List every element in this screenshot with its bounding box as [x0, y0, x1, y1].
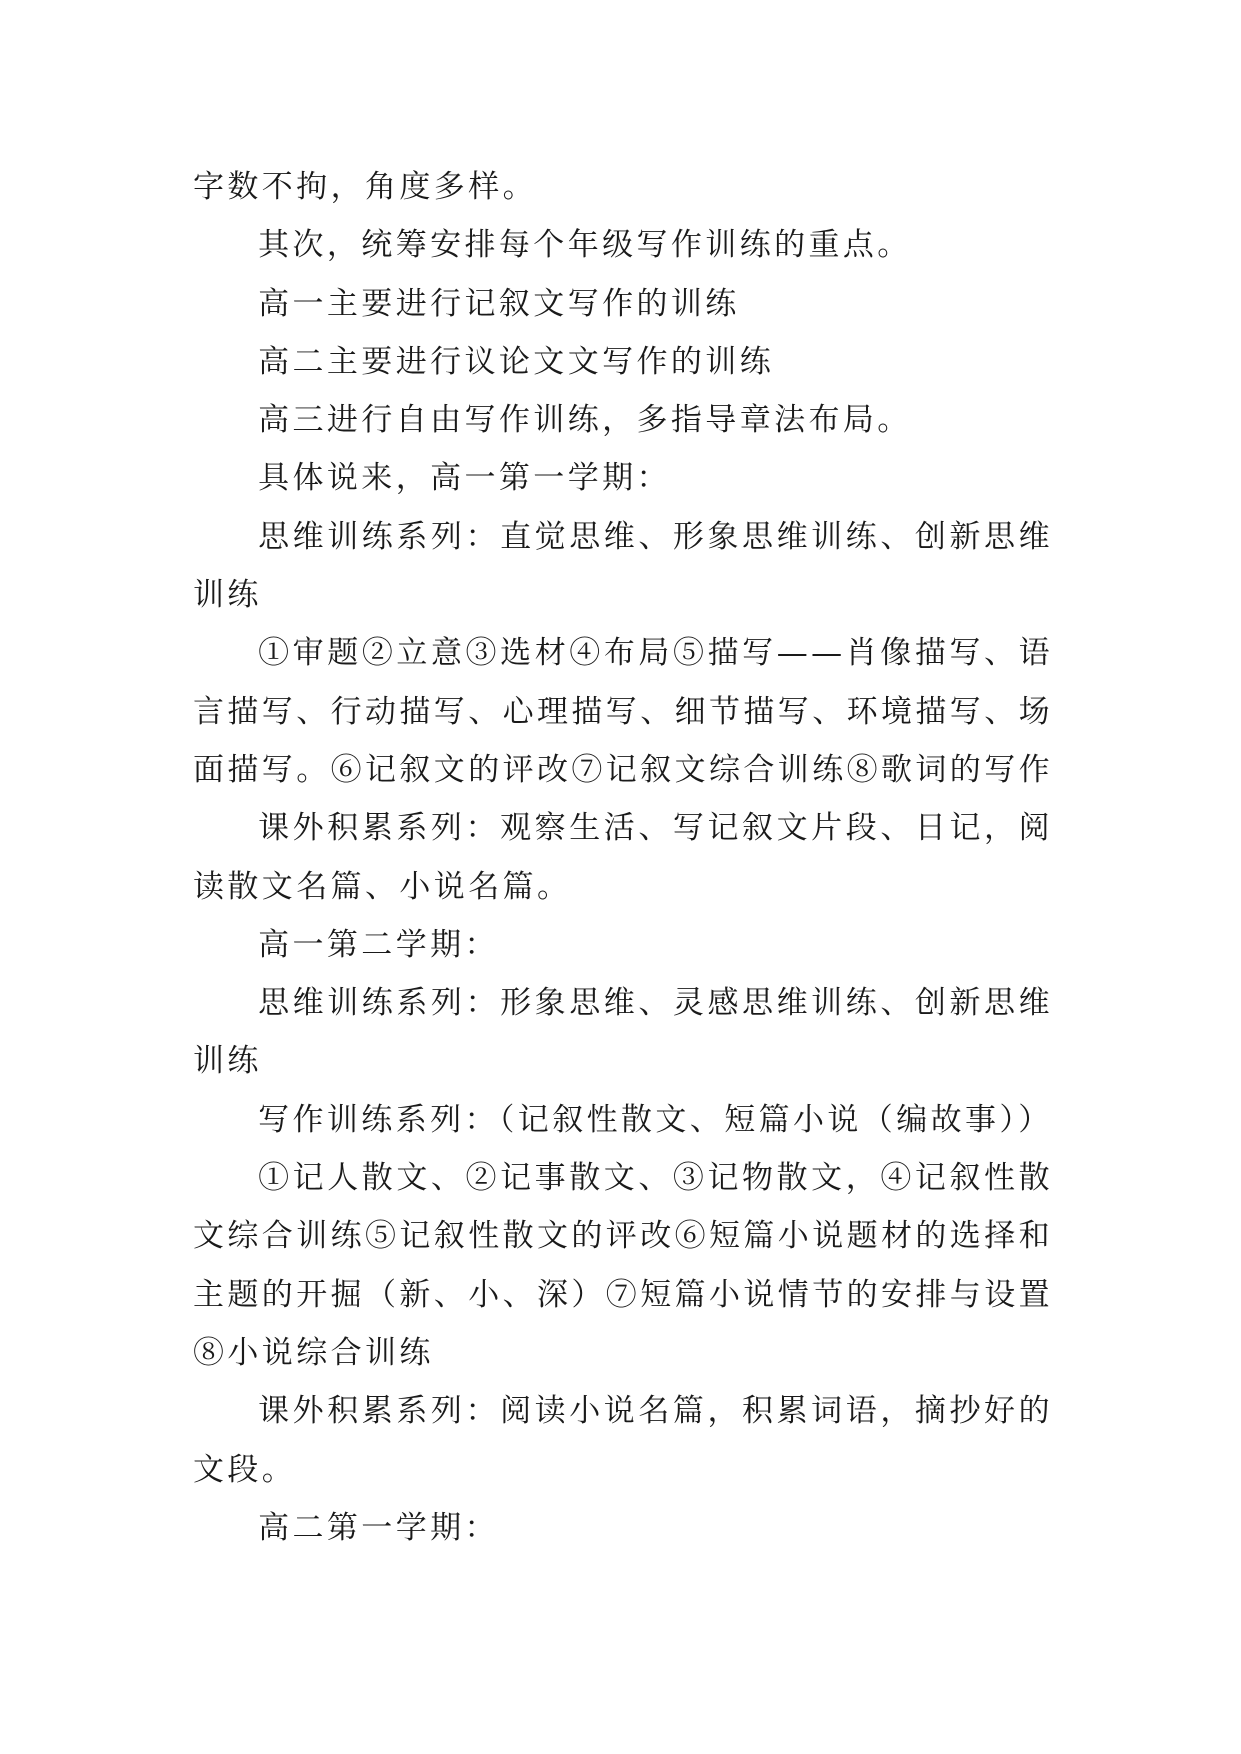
paragraph: 高一主要进行记叙文写作的训练 [258, 285, 740, 322]
paragraph: 其次，统筹安排每个年级写作训练的重点。 [258, 227, 912, 264]
paragraph: ①记人散文、②记事散文、③记物散文，④记叙性散文综合训练⑤记叙性散文的评改⑥短篇小说题材的选择和主题的开掘（新、小、深）⑦短篇小说情节的安排与设置⑧小说综合训练 [193, 1160, 1053, 1371]
paragraph: 写作训练系列：（记叙性散文、短篇小说（编故事）） [258, 1101, 1053, 1138]
paragraph: 字数不拘，角度多样。 [193, 169, 537, 205]
paragraph: 具体说来，高一第一学期： [258, 460, 671, 497]
paragraph: 高二第一学期： [258, 1509, 499, 1546]
paragraph: 高一第二学期： [258, 926, 499, 963]
document-body [193, 158, 1053, 1557]
paragraph: 思维训练系列：直觉思维、形象思维训练、创新思维训练 [193, 518, 1053, 614]
paragraph: 课外积累系列：阅读小说名篇，积累词语，摘抄好的文段。 [193, 1393, 1053, 1488]
paragraph: 思维训练系列：形象思维、灵感思维训练、创新思维训练 [193, 985, 1053, 1080]
paragraph: 高三进行自由写作训练，多指导章法布局。 [258, 402, 912, 439]
paragraph: ①审题②立意③选材④布局⑤描写——肖像描写、语言描写、行动描写、心理描写、细节描写、环境描写、场面描写。⑥记叙文的评改⑦记叙文综合训练⑧歌词的写作 [193, 635, 1053, 788]
paragraph: 高二主要进行议论文文写作的训练 [258, 343, 775, 380]
paragraph: 课外积累系列：观察生活、写记叙文片段、日记，阅读散文名篇、小说名篇。 [193, 810, 1053, 905]
